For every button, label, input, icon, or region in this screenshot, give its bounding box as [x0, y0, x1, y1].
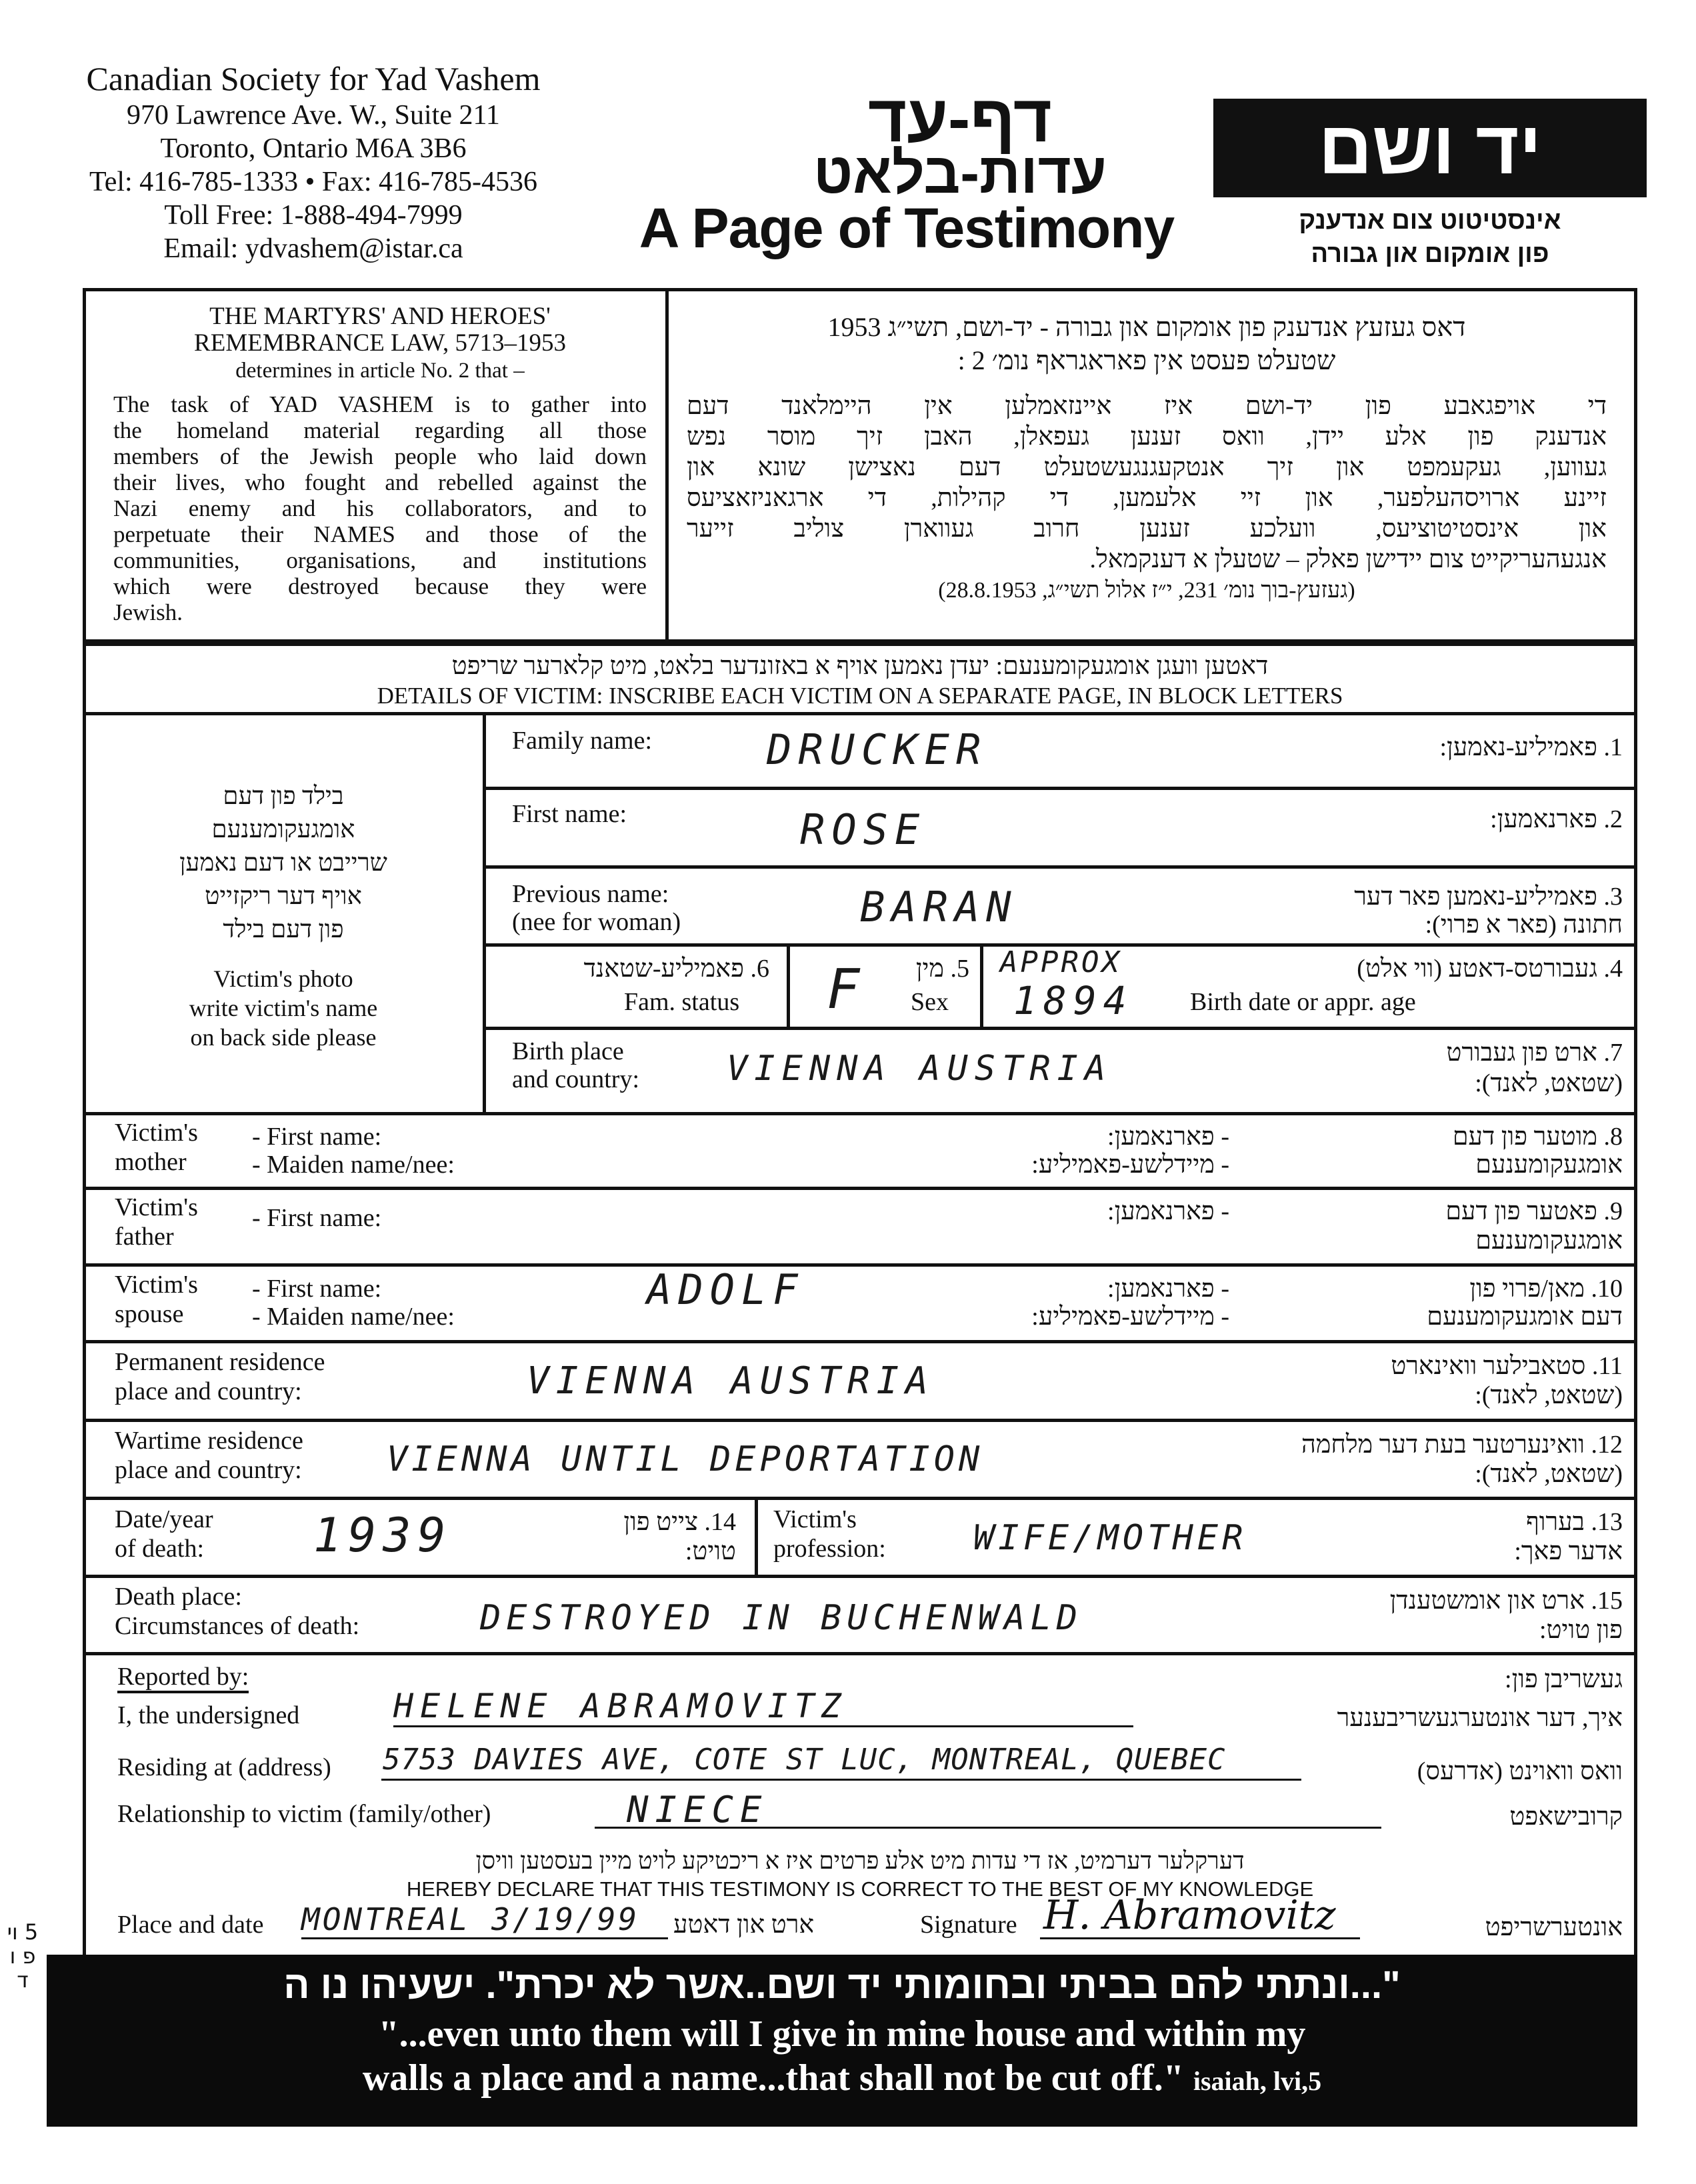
- org-block: [27, 59, 600, 265]
- logo-sub1: אינסטיטוט צום אנדענק: [1299, 207, 1561, 235]
- footer-hebrew-quote: "...ונתתי להם בביתי ובחומותי יד ושם..אשר לא יכרת". ישעיהו נו ה: [283, 1963, 1401, 2007]
- footer-banner: [47, 1955, 1637, 2127]
- spouse-label2: spouse: [115, 1300, 184, 1328]
- rule: [83, 1112, 1637, 1115]
- law-yiddish-line: זיינע ארויסהעלפער, און זיי אלעמען, די קהילות, די ארגאניזאציעס: [687, 484, 1607, 512]
- birth-date-value-line2[interactable]: 1894: [1013, 978, 1133, 1023]
- father-label-he: 9. פאטער פון דעם: [1445, 1197, 1623, 1225]
- fam-status-label: Fam. status: [624, 988, 740, 1016]
- law-yiddish-cite: (געזעץ-בוך נומ׳ 231, י״ז אלול תשי״ג, 28.8.1953): [938, 578, 1355, 603]
- father-first-label: - First name:: [252, 1204, 382, 1232]
- law-yiddish-line: אנדענק פון אלע יידן, וואס זענען געפאלן, האבן זיך מוסר נפש: [687, 423, 1607, 451]
- first-name-label-he: 2. פארנאמען:: [1490, 805, 1623, 833]
- relationship-label: Relationship to victim (family/other): [117, 1800, 491, 1828]
- title-yiddish-1: דף-עד: [867, 81, 1053, 156]
- wartime-residence-label-he: 12. וואינערטער בעת דער מלחמה: [1301, 1431, 1623, 1459]
- place-date-label: Place and date: [117, 1911, 264, 1939]
- spouse-label: Victim's: [115, 1271, 198, 1299]
- residing-label: Residing at (address): [117, 1753, 331, 1781]
- spouse-label-he2: דעם אומגעקומענעם: [1427, 1303, 1623, 1331]
- perm-residence-label: Permanent residence: [115, 1348, 325, 1376]
- law-yiddish-heading1: דאס געזעץ אנדענק פון אומקום און גבורה - יד-ושם, תשי״ג 1953: [827, 312, 1466, 342]
- birth-date-value-line1[interactable]: APPROX: [1000, 945, 1122, 979]
- place-date-label-he: ארט און דאטע: [673, 1911, 815, 1939]
- yad-vashem-logo: [1213, 99, 1647, 197]
- perm-residence-sublabel: place and country:: [115, 1377, 302, 1405]
- footer-english-line2: [47, 2056, 1637, 2103]
- law-yiddish-line: די אויפגאבע פון יד-ושם איז איינזאמלען אין היימלאנד דעם: [687, 392, 1607, 420]
- photo-yiddish: שרייבט או דעם נאמען: [179, 849, 387, 877]
- birth-place-label-he2: (שטאט, לאנד):: [1475, 1069, 1623, 1097]
- death-place-sublabel: Circumstances of death:: [115, 1612, 360, 1640]
- title-yiddish-2: עדות-בלאט: [813, 141, 1107, 205]
- birth-date-label-he: 4. געבורטס-דאטע (ווי אלט): [1357, 955, 1623, 983]
- first-name-label: First name:: [512, 800, 627, 828]
- reported-by-title-he: געשריבן פון:: [1505, 1665, 1623, 1693]
- death-place-label-he: 15. ארט און אומשטענדן: [1389, 1587, 1623, 1615]
- father-label-he2: אומגעקומענעם: [1475, 1227, 1623, 1255]
- previous-name-sublabel: (nee for woman): [512, 908, 681, 936]
- mother-label: Victim's: [115, 1119, 198, 1147]
- reported-by-text: Reported by:: [117, 1663, 249, 1693]
- mother-label-he2: אומגעקומענעם: [1475, 1151, 1623, 1179]
- previous-name-label-he2: חתונה (פאר א פרוי):: [1425, 911, 1623, 939]
- law-line: The task of YAD VASHEM is to gather into: [113, 391, 647, 417]
- mother-label-he: 8. מוטער פון דעם: [1452, 1123, 1623, 1151]
- margin-note: 5 וי פ ו ד: [7, 1919, 39, 1993]
- mother-first-label-he: - פארנאמען:: [1107, 1123, 1229, 1151]
- org-address1: 970 Lawrence Ave. W., Suite 211: [127, 100, 500, 131]
- spouse-first-label-he: - פארנאמען:: [1107, 1275, 1229, 1303]
- death-date-sublabel: of death:: [115, 1535, 205, 1563]
- rule: [83, 1340, 1637, 1343]
- law-line: which were destroyed because they were: [113, 573, 647, 599]
- fam-status-label-he: 6. פאמיליע-שטאנד: [583, 955, 769, 983]
- family-name-label-he: 1. פאמיליע-נאמען:: [1439, 733, 1623, 761]
- family-name-label: Family name:: [512, 727, 653, 755]
- father-label: Victim's: [115, 1193, 198, 1221]
- law-yiddish: [687, 311, 1607, 607]
- profession-value[interactable]: WIFE/MOTHER: [973, 1518, 1247, 1558]
- wartime-residence-label-he2: (שטאט, לאנד):: [1475, 1460, 1623, 1488]
- law-yiddish-line: געווען, געקעמפט און זיך אנטקעגנגעשטעלט דעם נאצישן שונא און: [687, 453, 1607, 481]
- declaration: HEREBY DECLARE THAT THIS TESTIMONY IS CORRECT TO THE BEST OF MY KNOWLEDGE: [406, 1877, 1314, 1901]
- sex-value[interactable]: F: [827, 958, 867, 1021]
- law-yiddish-line: אנגעהעריקייט צום יידישן פאלק – שטעלן א דענקמאל.: [1089, 545, 1607, 573]
- previous-name-label-he: 3. פאמיליע-נאמען פאר דער: [1354, 883, 1623, 911]
- law-english: [113, 303, 647, 625]
- birth-place-label: Birth place: [512, 1037, 624, 1065]
- birth-place-value[interactable]: VIENNA AUSTRIA: [727, 1049, 1113, 1089]
- signature-label: Signature: [920, 1911, 1017, 1939]
- signature-label-he: אונטערשריפט: [1485, 1913, 1623, 1941]
- rule: [483, 787, 1637, 790]
- law-heading3: determines in article No. 2 that –: [235, 359, 525, 383]
- wartime-residence-sublabel: place and country:: [115, 1456, 302, 1484]
- rule: [787, 943, 790, 1027]
- rule: [483, 1027, 1637, 1030]
- residing-address-value[interactable]: 5753 DAVIES AVE, COTE ST LUC, MONTREAL, QUEBEC: [383, 1743, 1226, 1777]
- footer-citation: isaiah, lvi,5: [1193, 2066, 1322, 2096]
- rule: [83, 1575, 1637, 1578]
- birth-date-label: Birth date or appr. age: [1190, 988, 1416, 1016]
- photo-yiddish: פון דעם בילד: [223, 916, 344, 943]
- death-place-label-he2: פון טויט:: [1539, 1616, 1623, 1644]
- residing-line: [381, 1779, 1301, 1781]
- photo-yiddish: אומגעקומענעם: [211, 816, 355, 843]
- birth-place-label-he: 7. ארט פון געבורט: [1446, 1039, 1623, 1067]
- logo-sub2: פון אומקום און גבורה: [1311, 240, 1549, 268]
- spouse-maiden-label-he: - מיידלשע-פאמיליע:: [1031, 1303, 1229, 1331]
- rule: [83, 1263, 1637, 1267]
- previous-name-label: Previous name:: [512, 880, 669, 908]
- spouse-first-label: - First name:: [252, 1275, 382, 1303]
- footer-english-line1: "...even unto them will I give in mine house and within my: [378, 2013, 1306, 2055]
- title-english: A Page of Testimony: [639, 197, 1175, 259]
- photo-yiddish: בילד פון דעם: [223, 783, 344, 810]
- rule: [83, 1652, 1637, 1655]
- profession-label-he: 13. בערוף: [1526, 1508, 1623, 1536]
- org-name: Canadian Society for Yad Vashem: [86, 60, 541, 97]
- death-place-label: Death place:: [115, 1583, 242, 1611]
- undersigned-label-he: איך, דער אונטערגעשריבענער: [1337, 1704, 1623, 1732]
- father-label2: father: [115, 1223, 174, 1251]
- relationship-label-he: קרובישאפט: [1509, 1803, 1623, 1831]
- declaration-he: דערקלער דערמיט, אז די עדות מיט אלע פרטים איז א ריכטיקע לויט מיין בעסטען וויסן: [475, 1847, 1245, 1874]
- sex-label: Sex: [911, 988, 949, 1016]
- wartime-residence-label: Wartime residence: [115, 1427, 303, 1455]
- spouse-maiden-label: - Maiden name/nee:: [252, 1303, 455, 1331]
- undersigned-name-value[interactable]: HELENE ABRAMOVITZ: [393, 1687, 848, 1725]
- perm-residence-label-he: 11. סטאבילער וואינארט: [1391, 1352, 1623, 1380]
- law-yiddish-line: און אינסטיטוציעס, וועלכע זענען חרוב געווארן צוליב זייער: [687, 515, 1607, 543]
- relationship-value[interactable]: NIECE: [627, 1789, 769, 1831]
- death-date-label-he2: טויט:: [685, 1537, 736, 1565]
- law-line: Nazi enemy and his collaborators, and to: [113, 495, 647, 521]
- law-line: the homeland material regarding all those: [113, 417, 647, 443]
- law-line: their lives, who fought and rebelled against the: [113, 469, 647, 495]
- law-yiddish-heading2: שטעלט פעסט אין פאראגראף נומ׳ 2 :: [957, 345, 1336, 375]
- logo-text: יד ושם: [1318, 106, 1542, 189]
- spouse-value[interactable]: ADOLF: [647, 1265, 805, 1314]
- mother-maiden-label: - Maiden name/nee:: [252, 1151, 455, 1179]
- perm-residence-value[interactable]: VIENNA AUSTRIA: [527, 1359, 935, 1403]
- reported-by-title: [117, 1663, 249, 1691]
- rule: [83, 1419, 1637, 1422]
- death-place-value[interactable]: DESTROYED IN BUCHENWALD: [480, 1598, 1083, 1638]
- mother-first-label: - First name:: [252, 1123, 382, 1151]
- photo-english: on back side please: [190, 1024, 377, 1051]
- death-date-label: Date/year: [115, 1505, 213, 1533]
- undersigned-label: I, the undersigned: [117, 1701, 300, 1729]
- org-phone-fax: Tel: 416-785-1333 • Fax: 416-785-4536: [89, 167, 538, 197]
- law-line: Jewish.: [113, 599, 183, 625]
- law-line: communities, organisations, and institutions: [113, 547, 647, 573]
- profession-label-he2: אדער פאך:: [1514, 1537, 1623, 1565]
- birth-place-sublabel: and country:: [512, 1065, 640, 1093]
- death-date-value[interactable]: 1939: [313, 1508, 453, 1563]
- spouse-label-he: 10. מאן/פרוי פון: [1469, 1275, 1623, 1303]
- rule: [980, 943, 983, 1027]
- rule: [755, 1497, 758, 1575]
- law-heading2: REMEMBRANCE LAW, 5713–1953: [194, 329, 566, 357]
- details-heading-yiddish: דאטען וועגן אומגעקומענעם: יעדן נאמען אויף א באזונדער בלאט, מיט קלארער שריפט: [451, 652, 1269, 680]
- law-divider: [665, 288, 669, 643]
- profession-label: Victim's: [773, 1505, 857, 1533]
- details-heading-english: DETAILS OF VICTIM: INSCRIBE EACH VICTIM ON A SEPARATE PAGE, IN BLOCK LETTERS: [377, 683, 1343, 709]
- signature-value[interactable]: H. Abramovitz: [1043, 1892, 1336, 1939]
- father-first-label-he: - פארנאמען:: [1107, 1197, 1229, 1225]
- photo-english: write victim's name: [189, 995, 378, 1021]
- place-date-value[interactable]: MONTREAL 3/19/99: [301, 1901, 640, 1937]
- undersigned-line: [393, 1725, 1133, 1727]
- rule: [483, 865, 1637, 869]
- rule: [83, 712, 1637, 715]
- residing-label-he: וואס וואוינט (אדרעס): [1417, 1757, 1623, 1785]
- mother-maiden-label-he: - מיידלשע-פאמיליע:: [1031, 1151, 1229, 1179]
- law-line: members of the Jewish people who laid down: [113, 443, 647, 469]
- law-line: perpetuate their NAMES and those of the: [113, 521, 647, 547]
- law-heading1: THE MARTYRS' AND HEROES': [209, 303, 551, 330]
- org-address2: Toronto, Ontario M6A 3B6: [160, 133, 467, 164]
- photo-english: Victim's photo: [213, 965, 353, 992]
- mother-label2: mother: [115, 1148, 187, 1176]
- rule: [83, 1187, 1637, 1190]
- photo-area: [87, 780, 480, 1052]
- family-name-value[interactable]: DRUCKER: [767, 725, 988, 774]
- sex-label-he: 5. מין: [915, 955, 969, 983]
- wartime-residence-value[interactable]: VIENNA UNTIL DEPORTATION: [387, 1439, 984, 1479]
- perm-residence-label-he2: (שטאט, לאנד):: [1475, 1381, 1623, 1409]
- death-date-label-he: 14. צייט פון: [623, 1508, 736, 1536]
- previous-name-value[interactable]: BARAN: [860, 883, 1018, 931]
- footer-english-line2-text: walls a place and a name...that shall not be cut off.": [362, 2057, 1184, 2099]
- org-tollfree: Toll Free: 1-888-494-7999: [164, 200, 463, 231]
- rule: [83, 1497, 1637, 1500]
- photo-yiddish: אויף דער ריקזייט: [205, 883, 362, 910]
- place-date-line: [301, 1937, 668, 1939]
- first-name-value[interactable]: ROSE: [800, 805, 927, 854]
- org-email: Email: ydvashem@istar.ca: [163, 233, 463, 264]
- photo-divider: [483, 712, 486, 1112]
- profession-sublabel: profession:: [773, 1535, 886, 1563]
